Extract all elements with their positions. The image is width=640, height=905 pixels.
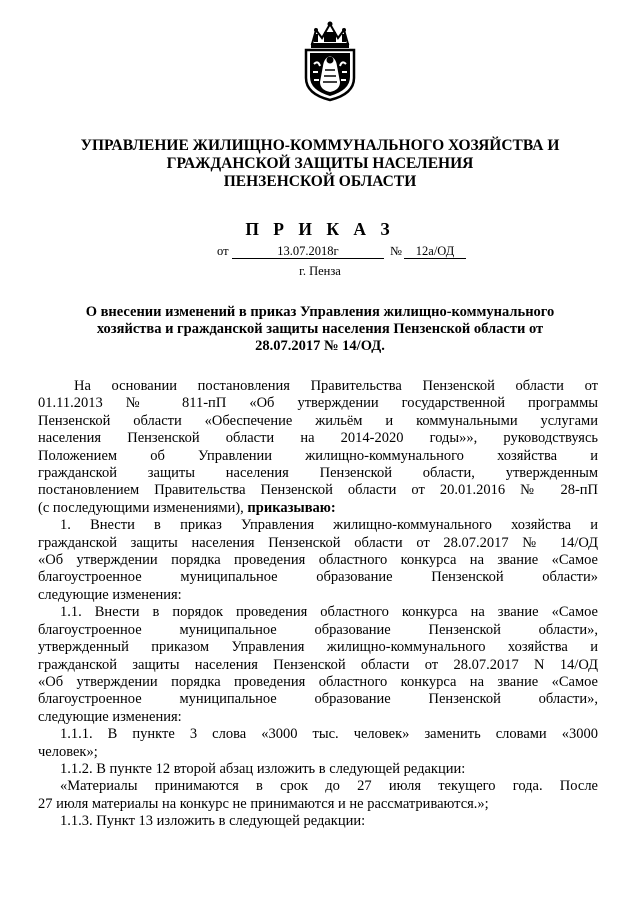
body-line: 1.1.3. Пункт 13 изложить в следующей редакции: <box>60 813 366 830</box>
body-line: населения Пензенской области на 2014-2020 годы»», руководствуясь <box>38 430 598 447</box>
body-line-bold: приказываю: <box>247 499 336 516</box>
agency-name-line: ГРАЖДАНСКОЙ ЗАЩИТЫ НАСЕЛЕНИЯ <box>166 155 474 172</box>
order-body <box>38 378 598 831</box>
agency-name-line: УПРАВЛЕНИЕ ЖИЛИЩНО-КОММУНАЛЬНОГО ХОЗЯЙСТВА И <box>80 137 560 154</box>
body-line: «Материалы принимаются в срок до 27 июля текущего года. После <box>60 778 598 795</box>
body-paragraph <box>38 604 598 726</box>
body-paragraph <box>38 517 598 604</box>
body-line: гражданской защиты населения Пензенской области от 28.07.2017 N 14/ОД <box>38 656 598 673</box>
body-line: утвержденный приказом Управления жилищно-коммунального хозяйства и <box>38 639 598 656</box>
body-line: 01.11.2013 № 811-пП «Об утверждении государственной программы <box>38 395 598 412</box>
body-line: 1.1.2. В пункте 12 второй абзац изложить в следующей редакции: <box>60 760 466 777</box>
body-line <box>38 500 598 517</box>
subject-line: хозяйства и гражданской защиты населения Пензенской области от <box>96 321 544 337</box>
subject-line: О внесении изменений в приказ Управления жилищно-коммунального <box>85 304 555 320</box>
body-line: 1.1.1. В пункте 3 слова «3000 тыс. человек» заменить словами «3000 <box>60 726 598 743</box>
order-date: 13.07.2018г <box>232 243 384 259</box>
subject-line: 28.07.2017 № 14/ОД. <box>255 338 385 354</box>
order-subject <box>60 304 580 355</box>
document-title: П Р И К А З <box>245 219 395 239</box>
date-label: от <box>217 244 229 258</box>
number-label: № <box>390 244 402 258</box>
body-line: следующие изменения: <box>38 586 182 603</box>
body-paragraph <box>38 726 598 761</box>
order-number: 12а/ОД <box>404 243 466 259</box>
body-line: человек»; <box>38 743 98 760</box>
body-paragraph <box>60 760 598 778</box>
body-line: благоустроенное муниципальное образование Пензенской области», <box>38 621 598 638</box>
body-line: Пензенской области «Обеспечение жильём и коммунальными услугами <box>38 412 598 429</box>
body-line: постановлением Правительства Пензенской области от 20.01.2016 № 28-пП <box>38 482 598 499</box>
body-line: 1.1. Внести в порядок проведения областного конкурса на звание «Самое <box>60 604 598 621</box>
body-line: благоустроенное муниципальное образование Пензенской области», <box>38 691 598 708</box>
body-line: следующие изменения: <box>38 708 182 725</box>
penza-coat-of-arms-icon <box>298 20 362 102</box>
body-paragraph <box>38 778 598 813</box>
body-line: благоустроенное муниципальное образование Пензенской области» <box>38 569 598 586</box>
body-line: На основании постановления Правительства Пензенской области от <box>74 378 598 394</box>
body-paragraph <box>38 378 598 517</box>
body-line: гражданской защиты населения Пензенской области от 28.07.2017 № 14/ОД <box>38 534 598 551</box>
body-line: 27 июля материалы на конкурс не принимаются и не рассматриваются.»; <box>38 795 489 812</box>
body-line: 1. Внести в приказ Управления жилищно-коммунального хозяйства и <box>60 517 598 534</box>
body-line: Положением об Управлении жилищно-коммунального хозяйства и <box>38 447 598 464</box>
body-line: «Об утверждении порядка проведения областного конкурса на звание «Самое <box>38 552 598 569</box>
order-city: г. Пенза <box>299 264 341 278</box>
body-paragraph <box>60 813 598 830</box>
agency-name-line: ПЕНЗЕНСКОЙ ОБЛАСТИ <box>223 173 417 190</box>
body-line-text: (с последующими изменениями), <box>38 499 244 516</box>
body-line: «Об утверждении порядка проведения областного конкурса на звание «Самое <box>38 673 598 690</box>
body-line: гражданской защиты населения Пензенской области, утвержденным <box>38 465 598 482</box>
agency-name <box>60 137 580 191</box>
